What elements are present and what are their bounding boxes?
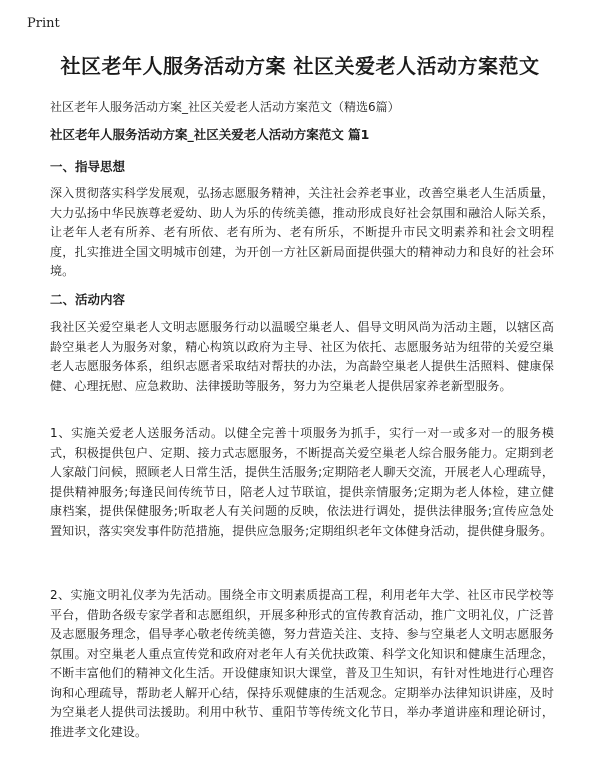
paragraph-activity-etiquette: 2、实施文明礼仪孝为先活动。围绕全市文明素质提高工程，利用老年大学、社区市民学校等平台，借助各级专家学者和志愿组织，开展多种形式的宣传教育活动，推广文明礼仪，广泛普及志愿服务理念，倡导孝心敬老传统美德，努力营造关注、支持、参与空巢老人文明志愿服务氛围。对空巢老人重点宣传党和政府对老年人有关优扶政策、科学文化知识和健康生活理念，不断丰富他们的精神文化生活。开设健康知识大课堂，普及卫生知识，有针对性地进行心理咨询和心理疏导，帮助老人解开心结，保持乐观健康的生活观念。定期举办法律知识讲座，及时为空巢老人提供司法援助。利用中秋节、重阳节等传统文化节日，举办孝道讲座和理论研讨，推进孝文化建设。 [50, 588, 554, 739]
part-title: 社区老年人服务活动方案_社区关爱老人活动方案范文 篇1 [50, 127, 370, 142]
paragraph-activity-service: 1、实施关爱老人送服务活动。以健全完善十项服务为抓手，实行一对一或多对一的服务模式，积极提供包户、定期、接力式志愿服务，不断提高关爱空巢老人综合服务能力。定期到老人家敲门问候，照顾老人日常生活，提供生活服务;定期陪老人聊天交流，开展老人心理疏导，提供精神服务;每逢民间传统节日，陪老人过节联谊，提供亲情服务;定期为老人体检，建立健康档案，提供保健服务;听取老人有关问题的反映，依法进行调处，提供法律服务;宣传应急处置知识，落实突发事件防范措施，提供应急服务;定期组织老年文体健身活动，提供健身服务。 [50, 426, 554, 538]
section-heading-activity-content: 二、活动内容 [50, 292, 126, 307]
paragraph-guiding-ideology: 深入贯彻落实科学发展观，弘扬志愿服务精神，关注社会养老事业，改善空巢老人生活质量，大力弘扬中华民族尊老爱幼、助人为乐的传统美德，推动形成良好社会氛围和融洽人际关系，让老年人老有所养、老有所依、老有所为、老有所乐，不断提升市民文明素养和社会文明程度，扎实推进全国文明城市创建，为开创一方社区新局面提供强大的精神动力和良好的社会环境。 [50, 186, 554, 278]
section-heading-guiding-ideology: 一、指导思想 [50, 159, 126, 174]
document-subtitle: 社区老年人服务活动方案_社区关爱老人活动方案范文（精选6篇） [50, 100, 400, 114]
paragraph-activity-overview: 我社区关爱空巢老人文明志愿服务行动以温暖空巢老人、倡导文明风尚为活动主题，以辖区高龄空巢老人为服务对象，精心构筑以政府为主导、社区为依托、志愿服务站为纽带的关爱空巢老人志愿服务体系，组织志愿者采取结对帮扶的办法，为高龄空巢老人提供生活照料、健康保健、心理抚慰、应急救助、法律援助等服务，努力为空巢老人提供居家养老新型服务。 [50, 320, 554, 393]
document-title: 社区老年人服务活动方案 社区关爱老人活动方案范文 [60, 54, 540, 78]
print-link[interactable]: Print [27, 16, 60, 31]
